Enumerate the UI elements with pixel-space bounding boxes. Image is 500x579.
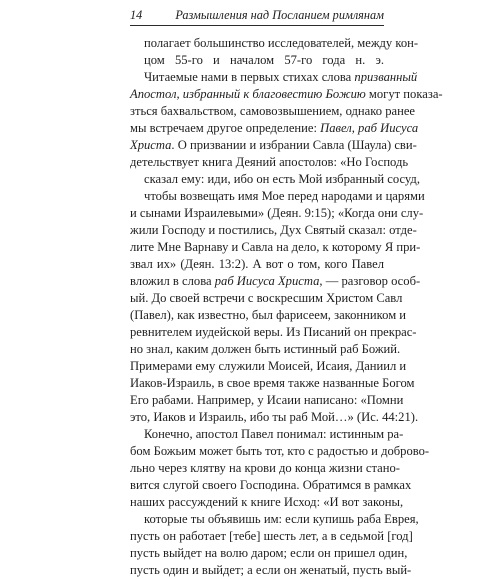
- text-run: мы встречаем другое определение:: [130, 121, 321, 135]
- text-line: [130, 188, 425, 205]
- running-head: [130, 5, 384, 25]
- text-run: ый. До своей встречи с воскресшим Христом Савл: [130, 291, 403, 305]
- text-run: могут показа-: [365, 87, 443, 101]
- text-line: [130, 273, 421, 290]
- text-line: [130, 103, 415, 120]
- text-run: звал их» (Деян. 13:2). А вот о том, кого Павел: [130, 257, 384, 271]
- text-run: бом Божьим может быть тот, кто с радостью и доброво-: [130, 444, 430, 458]
- text-run: . О призвании и избрании Савла (Шаула) сви-: [171, 138, 417, 152]
- text-line: [130, 86, 443, 103]
- text-line: [130, 528, 413, 545]
- text-run: которые ты объявишь им: если купишь раба Еврея,: [144, 512, 419, 526]
- text-line: [130, 137, 417, 154]
- text-line: [130, 392, 404, 409]
- text-line: [130, 256, 384, 273]
- italic-phrase: Апостол, избранный к благовестию Божию: [130, 87, 366, 101]
- text-line: [130, 426, 404, 443]
- text-line: [130, 290, 403, 307]
- text-run: Читаемые нами в первых стихах слова: [144, 70, 355, 84]
- text-line: [130, 545, 408, 562]
- text-run: пусть выйдет на волю даром; если он пришел один,: [130, 546, 408, 560]
- text-line: [130, 35, 419, 52]
- text-run: это, Иаков и Израиль, ибо ты раб Мой…» (Ис. 44:21).: [130, 410, 419, 424]
- text-line: [130, 494, 404, 511]
- text-line: [130, 358, 407, 375]
- text-line: [130, 307, 407, 324]
- text-line: [130, 239, 421, 256]
- text-line: [130, 171, 420, 188]
- text-line: [130, 460, 400, 477]
- text-run: чтобы возвещать имя Мое перед народами и царями: [144, 189, 425, 203]
- text-line: [130, 409, 419, 426]
- italic-phrase: Павел, раб Иисуса: [320, 121, 419, 135]
- text-line: [130, 443, 430, 460]
- text-run: и сынами Израилевыми» (Деян. 9:15); «Когда они слу-: [130, 206, 424, 220]
- text-run: ревнителем иудейской веры. Из Писаний он прекрас-: [130, 325, 417, 339]
- text-line: [130, 120, 419, 137]
- text-run: пусть он работает [тебе] шесть лет, а в седьмой [год]: [130, 529, 413, 543]
- text-line: [130, 511, 419, 528]
- text-run: вложил в слова: [130, 274, 215, 288]
- text-run: пусть один и выйдет; а если он женатый, пусть вый-: [130, 563, 412, 577]
- text-run: наших рассуждений к книге Исход: «И вот законы,: [130, 495, 404, 509]
- body-text: [130, 35, 443, 579]
- text-run: Иаков-Израиль, в свое время также названные Богом: [130, 376, 415, 390]
- text-run: (Павел), как известно, был фарисеем, законником и: [130, 308, 407, 322]
- text-line: [130, 154, 409, 171]
- text-line: [130, 324, 417, 341]
- text-run: , — разговор особ-: [319, 274, 421, 288]
- text-run: но знал, каким должен быть истинный раб Божий.: [130, 342, 401, 356]
- italic-phrase: раб Иисуса Христа: [214, 274, 320, 288]
- italic-phrase: призванный: [354, 70, 418, 84]
- text-line: [130, 205, 424, 222]
- running-title: Размышления над Посланием римлянам: [175, 8, 384, 22]
- text-run: вится слугой своего Господина. Обратимся в рамках: [130, 478, 412, 492]
- text-run: сказал ему: иди, ибо он есть Мой избранный сосуд,: [144, 172, 420, 186]
- text-run: зться бахвальством, самовозвышением, однако ранее: [130, 104, 415, 118]
- header-rule: [130, 25, 384, 26]
- text-line: [130, 375, 415, 392]
- text-line: [130, 341, 401, 358]
- text-run: Его рабами. Например, у Исаии написано: «Помни: [130, 393, 404, 407]
- text-run: детельствует книга Деяний апостолов: «Но Господь: [130, 155, 409, 169]
- text-run: полагает большинство исследователей, между кон-: [144, 36, 419, 50]
- text-line: [130, 69, 418, 86]
- text-run: лите Мне Варнаву и Савла на дело, к которому Я при-: [130, 240, 421, 254]
- italic-phrase: Христа: [130, 138, 172, 152]
- text-line: [130, 52, 384, 69]
- text-line: [130, 222, 417, 239]
- text-line: [130, 477, 412, 494]
- text-run: льно через клятву на крови до конца жизни стано-: [130, 461, 400, 475]
- text-run: Конечно, апостол Павел понимал: истинным ра-: [144, 427, 404, 441]
- text-run: жили Господу и постились, Дух Святый сказал: отде-: [130, 223, 417, 237]
- text-run: цом 55-го и началом 57-го года н. э.: [144, 53, 384, 67]
- text-run: Примерами ему служили Моисей, Исаия, Даниил и: [130, 359, 407, 373]
- page-number: 14: [130, 8, 143, 22]
- text-line: [130, 562, 412, 579]
